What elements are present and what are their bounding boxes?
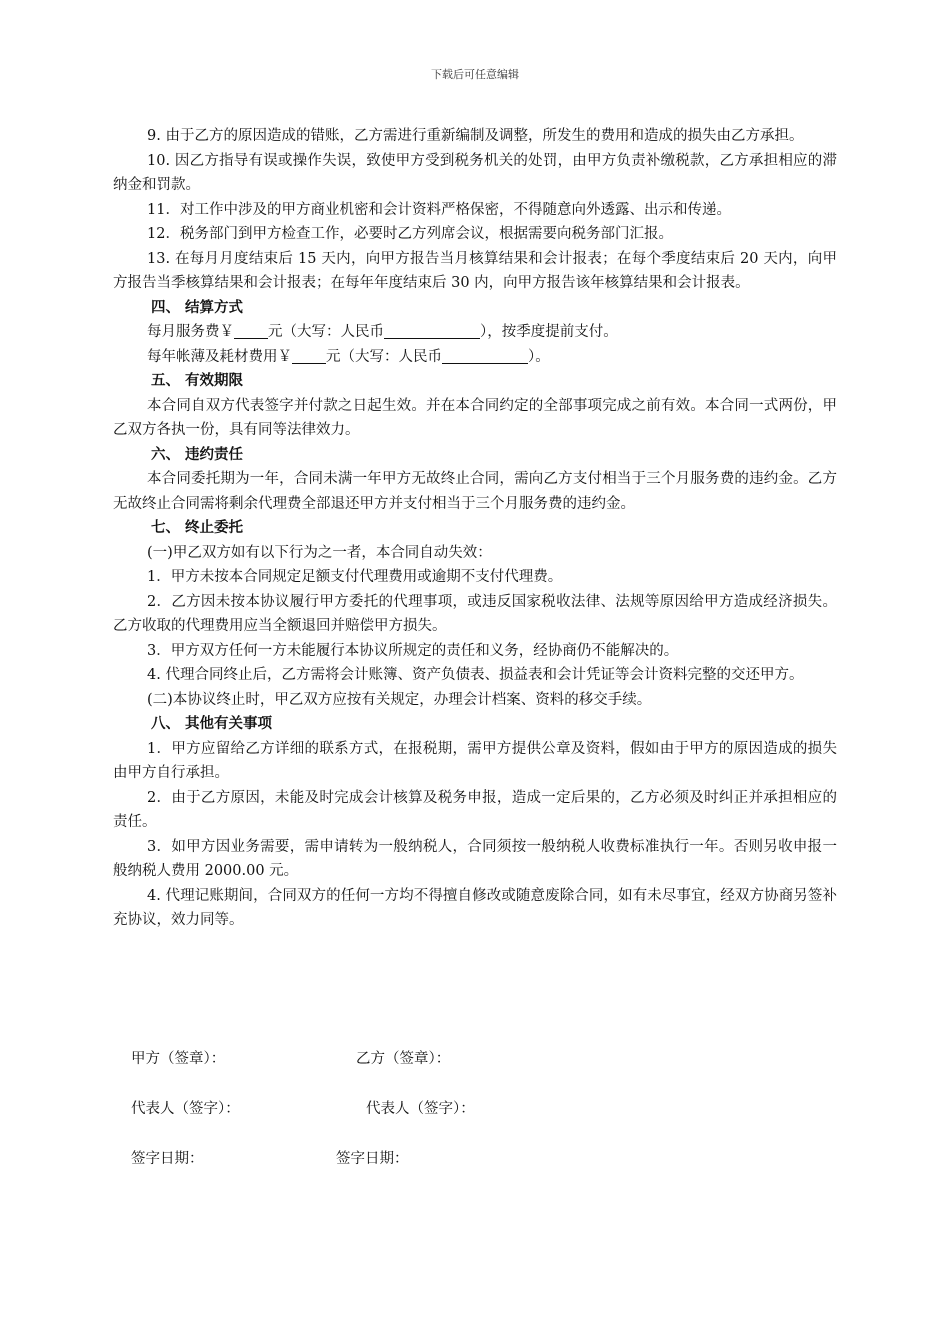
clause-11: 11．对工作中涉及的甲方商业机密和会计资料严格保密，不得随意向外透露、出示和传递。 (147, 201, 731, 218)
section-7-item-3: 3．甲方双方任何一方未能履行本协议所规定的责任和义务，经协商仍不能解决的。 (147, 642, 679, 659)
section-6-heading: 六、 违约责任 (151, 445, 244, 463)
section-7-item-2: 2．乙方因未按本协议履行甲方委托的代理事项，或违反国家税收法律、法规等原因给甲方造成经济损失。乙方收取的代理费用应当全额退回并赔偿甲方损失。 (113, 593, 837, 634)
section-8-item-3: 3．如甲方因业务需要，需申请转为一般纳税人，合同须按一般纳税人收费标准执行一年。否则另收申报一般纳税人费用 2000.00 元。 (113, 838, 837, 879)
clause-12: 12．税务部门到甲方检查工作，必要时乙方列席会议，根据需要向税务部门汇报。 (147, 226, 673, 242)
monthly-fee-caps-blank[interactable] (384, 322, 480, 339)
section-8-heading: 八、 其他有关事项 (151, 715, 273, 732)
annual-fee-caps-blank[interactable] (442, 347, 528, 364)
section-7-item-1: 1．甲方未按本合同规定足额支付代理费用或逾期不支付代理费。 (147, 569, 563, 585)
party-b-rep-label: 代表人（签字）： (366, 1101, 475, 1117)
annual-fee-tail: ）。 (528, 348, 550, 365)
section-7-heading: 七、 终止委托 (151, 519, 244, 536)
section-7-intro: (一)甲乙双方如有以下行为之一者，本合同自动失效： (147, 544, 492, 561)
annual-fee-label: 每年帐薄及耗材费用￥ (147, 348, 292, 365)
section-4-heading: 四、 结算方式 (151, 298, 244, 316)
section-8-item-1: 1．甲方应留给乙方详细的联系方式，在报税期，需甲方提供公章及资料，假如由于甲方的原因造成的损失由甲方自行承担。 (113, 740, 837, 781)
clause-9: 9. 由于乙方的原因造成的错账，乙方需进行重新编制及调整，所发生的费用和造成的损失由乙方承担。 (147, 128, 804, 144)
monthly-fee-line (113, 320, 837, 345)
party-a-date-label: 签字日期： (131, 1151, 204, 1167)
annual-fee-blank[interactable] (292, 347, 326, 364)
section-5-text: 本合同自双方代表签字并付款之日起生效。并在本合同约定的全部事项完成之前有效。本合同一式两份，甲乙双方各执一份，具有同等法律效力。 (113, 397, 837, 438)
clause-10: 10. 因乙方指导有误或操作失误，致使甲方受到税务机关的处罚，由甲方负责补缴税款，乙方承担相应的滞纳金和罚款。 (113, 152, 837, 193)
monthly-fee-caps-label: 元（大写：人民币 (268, 324, 384, 340)
clause-13: 13. 在每月月度结束后 15 天内，向甲方报告当月核算结果和会计报表；在每个季度结束后 20 天内，向甲方报告当季核算结果和会计报表；在每年年度结束后 30 内，向甲方报告该年核算结果和会计报表。 (113, 250, 837, 291)
contract-body (113, 124, 837, 933)
section-8-item-2: 2．由于乙方原因，未能及时完成会计核算及税务申报，造成一定后果的，乙方必须及时纠正并承担相应的责任。 (113, 789, 837, 830)
annual-fee-caps-label: 元（大写：人民币 (326, 348, 442, 365)
section-7-item-4: 4. 代理合同终止后，乙方需将会计账簿、资产负债表、损益表和会计凭证等会计资料完整的交还甲方。 (147, 667, 804, 683)
party-a-rep-label: 代表人（签字）： (131, 1101, 240, 1117)
section-6-text: 本合同委托期为一年，合同未满一年甲方无故终止合同，需向乙方支付相当于三个月服务费的违约金。乙方无故终止合同需将剩余代理费全部退还甲方并支付相当于三个月服务费的违约金。 (113, 471, 837, 512)
monthly-fee-label: 每月服务费￥ (147, 324, 234, 340)
page-header: 下载后可任意编辑 (431, 68, 519, 81)
monthly-fee-tail: ），按季度提前支付。 (480, 324, 618, 340)
monthly-fee-blank[interactable] (234, 322, 268, 339)
annual-fee-line (113, 345, 837, 370)
party-a-seal-label: 甲方（签章）： (131, 1051, 226, 1067)
party-b-date-label: 签字日期： (336, 1151, 409, 1167)
party-b-seal-label: 乙方（签章）： (356, 1051, 451, 1067)
section-8-item-4: 4. 代理记账期间，合同双方的任何一方均不得擅自修改或随意废除合同，如有未尽事宜，经双方协商另签补充协议，效力同等。 (113, 887, 837, 928)
section-5-heading: 五、 有效期限 (151, 372, 244, 389)
section-7-closing: (二)本协议终止时，甲乙双方应按有关规定，办理会计档案、资料的移交手续。 (147, 691, 652, 708)
